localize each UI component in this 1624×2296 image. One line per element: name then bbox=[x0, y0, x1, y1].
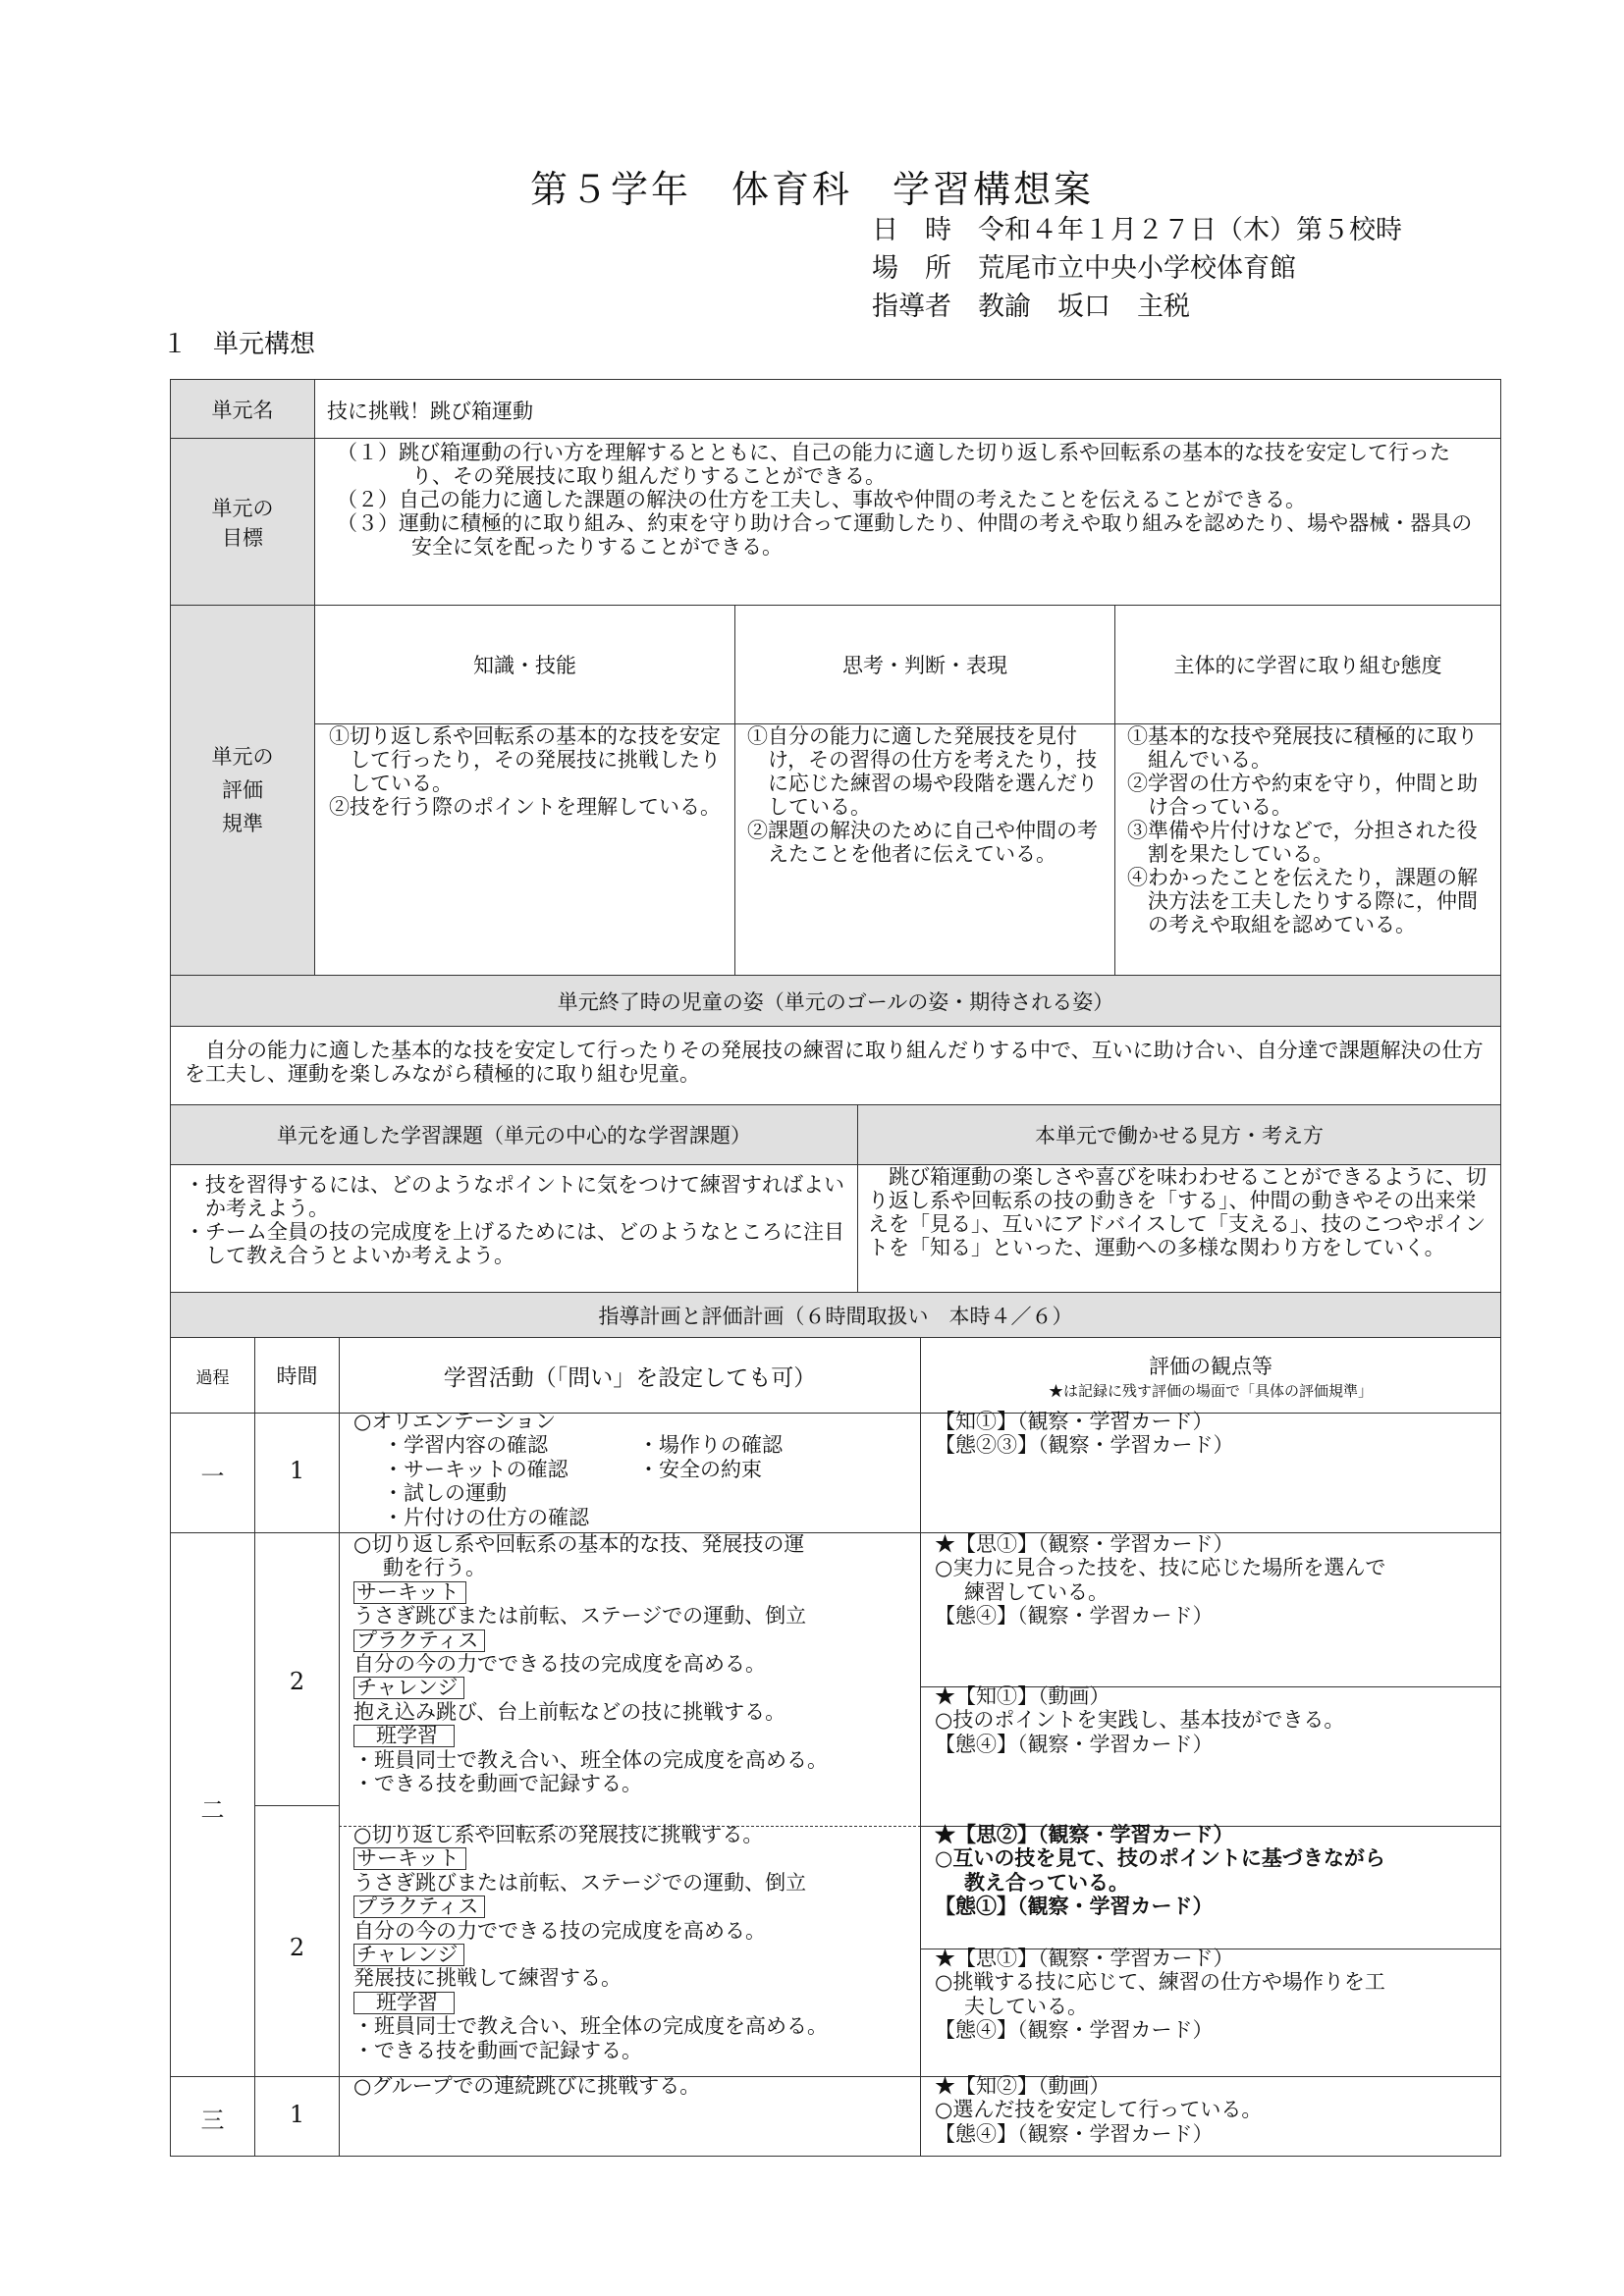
goal-label-line2: 目標 bbox=[222, 525, 263, 550]
place-line: 場 所 荒尾市立中央小学校体育館 bbox=[872, 253, 1296, 284]
eval-line: ★【思①】（観察・学習カード） bbox=[935, 1532, 1234, 1556]
stage-1: 一 bbox=[200, 1463, 225, 1490]
view-text-content: 跳び箱運動の楽しさや喜びを味わわせることができるように、切り返し系や回転系の技の動きを「する」、仲間の動きやその出来栄えを「見る」、互いにアドバイスして「支える」、技のこつやポイントを「知る」といった、運動への多様な関わり方をしていく。 bbox=[868, 1165, 1487, 1259]
group-tag: 班学習 bbox=[353, 1992, 455, 2014]
eval-line: 【態④】（観察・学習カード） bbox=[935, 1732, 1214, 1756]
criteria-label-line2: 評価 bbox=[222, 778, 263, 802]
activity-line: 抱え込み跳び、台上前転などの技に挑戦する。 bbox=[353, 1699, 786, 1724]
eval-line: 練習している。 bbox=[964, 1579, 1109, 1604]
view-text bbox=[857, 1164, 1501, 1293]
eval-line: 【態④】（観察・学習カード） bbox=[935, 1604, 1214, 1629]
eval-line: 【態①】（観察・学習カード） bbox=[935, 1894, 1214, 1919]
activity-line: ・できる技を動画で記録する。 bbox=[353, 1772, 642, 1796]
date-line: 日 時 令和４年１月２７日（木）第５校時 bbox=[872, 215, 1402, 245]
challenge-tag: チャレンジ bbox=[353, 1677, 464, 1699]
goal-item: （１）跳び箱運動の行い方を理解するとともに、自己の能力に適した切り返し系や回転系の基本的な技を安定して行ったり、その発展技に取り組んだりすることができる。 bbox=[337, 441, 1450, 488]
page-title: 第５学年 体育科 学習構想案 bbox=[529, 168, 1094, 211]
circuit-tag: サーキット bbox=[353, 1847, 466, 1870]
activity-line: ・班員同士で教え合い、班全体の完成度を高める。 bbox=[353, 1747, 828, 1772]
task-header: 単元を通した学習課題（単元の中心的な学習課題） bbox=[170, 1104, 858, 1165]
activity-line: 自分の今の力でできる技の完成度を高める。 bbox=[353, 1918, 766, 1943]
activity-line: ・試しの運動 bbox=[383, 1481, 507, 1506]
activity-line: ○切り返し系や回転系の発展技に挑戦する。 bbox=[353, 1823, 764, 1846]
criteria-header-knowledge: 知識・技能 bbox=[314, 605, 735, 724]
criteria-item: ②技を行う際のポイントを理解している。 bbox=[329, 795, 721, 819]
unit-name-label: 単元名 bbox=[170, 379, 315, 439]
activity-line: ・片付けの仕方の確認 bbox=[383, 1505, 589, 1529]
criteria-item: ③準備や片付けなどで，分担された役割を果たしている。 bbox=[1127, 819, 1478, 866]
criteria-item: ①基本的な技や発展技に積極的に取り組んでいる。 bbox=[1127, 724, 1478, 772]
stage-2: 二 bbox=[200, 1796, 225, 1824]
goal-item: （２）自己の能力に適した課題の解決の仕方を工夫し、事故や仲間の考えたことを伝えることができる。 bbox=[337, 488, 1306, 511]
activity-line: 発展技に挑戦して練習する。 bbox=[353, 1966, 622, 1991]
criteria-item: ②課題の解決のために自己や仲間の考えたことを他者に伝えている。 bbox=[747, 819, 1098, 866]
criteria-knowledge bbox=[314, 723, 735, 976]
time-2b: 2 bbox=[289, 1934, 305, 1961]
eval-2b-top bbox=[935, 1823, 1385, 1919]
criteria-header-attitude: 主体的に学習に取り組む態度 bbox=[1114, 605, 1501, 724]
eval-line: 教え合っている。 bbox=[964, 1869, 1129, 1895]
group-tag: 班学習 bbox=[353, 1725, 455, 1747]
activity-line: うさぎ跳びまたは前転、ステージでの運動、倒立 bbox=[353, 1870, 807, 1895]
activity-line: うさぎ跳びまたは前転、ステージでの運動、倒立 bbox=[353, 1604, 807, 1629]
eval-2a-bottom bbox=[935, 1684, 1344, 1756]
activity-line: ・場作りの確認 bbox=[638, 1433, 783, 1458]
criteria-attitude bbox=[1114, 723, 1501, 976]
task-item: ・チーム全員の技の完成度を上げるためには、どのようなところに注目して教え合うとよいか考えよう。 bbox=[185, 1220, 844, 1267]
unit-name bbox=[314, 379, 1501, 439]
eval-3 bbox=[935, 2074, 1262, 2146]
col-eval-title: 評価の観点等 bbox=[1149, 1354, 1272, 1378]
criteria-item: ①自分の能力に適した発展技を見付け，その習得の仕方を考えたり，技に応じた練習の場や段階を選んだりしている。 bbox=[747, 724, 1098, 819]
challenge-tag: チャレンジ bbox=[353, 1944, 464, 1966]
eval-line: 【知①】（観察・学習カード） bbox=[935, 1410, 1214, 1433]
activity-line: ○グループでの連続跳びに挑戦する。 bbox=[353, 2074, 701, 2098]
activity-line: ・学習内容の確認 bbox=[383, 1433, 548, 1458]
goal-image-text: 自分の能力に適した基本的な技を安定して行ったりその発展技の練習に取り組んだりする中で、互いに助け合い、自分達で課題解決の仕方を工夫し、運動を楽しみながら積極的に取り組む児童。 bbox=[185, 1039, 1484, 1086]
practice-tag: プラクティス bbox=[353, 1629, 485, 1652]
eval-line: ★【知②】（動画） bbox=[935, 2074, 1110, 2098]
eval-line: ○選んだ技を安定して行っている。 bbox=[935, 2098, 1263, 2122]
goal-item: （３）運動に積極的に取り組み、約束を守り助け合って運動したり、仲間の考えや取り組みを認めたり、場や器械・器具の安全に気を配ったりすることができる。 bbox=[337, 511, 1473, 559]
activity-line: ○切り返し系や回転系の基本的な技、発展技の運 bbox=[353, 1532, 805, 1556]
activity-1 bbox=[353, 1410, 783, 1529]
eval-line: ○互いの技を見て、技のポイントに基づきながら bbox=[935, 1845, 1385, 1871]
time-2a: 2 bbox=[289, 1668, 305, 1695]
plan-header: 指導計画と評価計画（６時間取扱い 本時４／６） bbox=[170, 1292, 1501, 1338]
eval-line: 夫している。 bbox=[964, 1994, 1088, 2018]
col-time: 時間 bbox=[254, 1337, 340, 1414]
eval-line: 【態②③】（観察・学習カード） bbox=[935, 1433, 1234, 1458]
eval-line: ○挑戦する技に応じて、練習の仕方や場作りを工 bbox=[935, 1970, 1385, 1995]
goal-image-header: 単元終了時の児童の姿（単元のゴールの姿・期待される姿） bbox=[170, 975, 1501, 1027]
criteria-thinking bbox=[734, 723, 1115, 976]
activity-line: ○オリエンテーション bbox=[353, 1410, 557, 1433]
col-activity: 学習活動（「問い」を設定しても可） bbox=[339, 1337, 921, 1414]
activity-line: ・サーキットの確認 bbox=[383, 1457, 568, 1481]
criteria-header-thinking: 思考・判断・表現 bbox=[734, 605, 1115, 724]
eval-line: 【態④】（観察・学習カード） bbox=[935, 2121, 1214, 2146]
task-item: ・技を習得するには、どのようなポイントに気をつけて練習すればよいか考えよう。 bbox=[185, 1173, 844, 1220]
activity-3 bbox=[353, 2074, 700, 2098]
eval-line: ★【思①】（観察・学習カード） bbox=[935, 1947, 1234, 1970]
practice-tag: プラクティス bbox=[353, 1896, 485, 1918]
eval-line: ★【知①】（動画） bbox=[935, 1684, 1110, 1708]
section-heading: １ 単元構想 bbox=[162, 330, 316, 359]
eval-1 bbox=[935, 1410, 1234, 1458]
eval-line: ○実力に見合った技を、技に応じた場所を選んで bbox=[935, 1556, 1386, 1580]
time-1: 1 bbox=[289, 1457, 305, 1484]
eval-line: ○技のポイントを実践し、基本技ができる。 bbox=[935, 1708, 1345, 1733]
activity-line: ・できる技を動画で記録する。 bbox=[353, 2038, 642, 2062]
activity-line: 自分の今の力でできる技の完成度を高める。 bbox=[353, 1652, 766, 1677]
activity-2a bbox=[353, 1532, 828, 1795]
criteria-label-line1: 単元の bbox=[211, 745, 274, 769]
circuit-tag: サーキット bbox=[353, 1581, 466, 1604]
col-stage: 過程 bbox=[170, 1337, 255, 1414]
activity-line: 動を行う。 bbox=[383, 1556, 486, 1580]
activity-line: ・班員同士で教え合い、班全体の完成度を高める。 bbox=[353, 2014, 828, 2039]
eval-line: 【態④】（観察・学習カード） bbox=[935, 2018, 1214, 2043]
col-eval bbox=[920, 1337, 1501, 1414]
criteria-label bbox=[170, 605, 315, 976]
time-3: 1 bbox=[289, 2101, 305, 2128]
criteria-label-line3: 規準 bbox=[222, 812, 263, 835]
eval-line: ★【思②】（観察・学習カード） bbox=[935, 1822, 1234, 1846]
unit-name-text: 技に挑戦！跳び箱運動 bbox=[327, 400, 533, 423]
goal-text bbox=[314, 438, 1501, 606]
view-header: 本単元で働かせる見方・考え方 bbox=[857, 1104, 1501, 1165]
goal-label-line1: 単元の bbox=[211, 496, 274, 520]
activity-line: ・安全の約束 bbox=[638, 1457, 762, 1481]
teacher-line: 指導者 教諭 坂口 主税 bbox=[872, 292, 1190, 322]
activity-2b bbox=[353, 1823, 828, 2062]
stage-3: 三 bbox=[200, 2107, 225, 2134]
eval-2b-bottom bbox=[935, 1947, 1385, 2043]
goal-image bbox=[170, 1026, 1501, 1105]
criteria-item: ①切り返し系や回転系の基本的な技を安定して行ったり，その発展技に挑戦したりしている。 bbox=[329, 724, 721, 795]
criteria-item: ②学習の仕方や約束を守り，仲間と助け合っている。 bbox=[1127, 772, 1478, 819]
col-eval-note: ★は記録に残す評価の場面で「具体の評価規準」 bbox=[1048, 1381, 1373, 1400]
goal-label bbox=[170, 438, 315, 606]
eval-2a-top bbox=[935, 1532, 1385, 1629]
criteria-item: ④わかったことを伝えたり，課題の解決方法を工夫したりする際に，仲間の考えや取組を認めている。 bbox=[1127, 866, 1478, 936]
task-list bbox=[170, 1164, 858, 1293]
